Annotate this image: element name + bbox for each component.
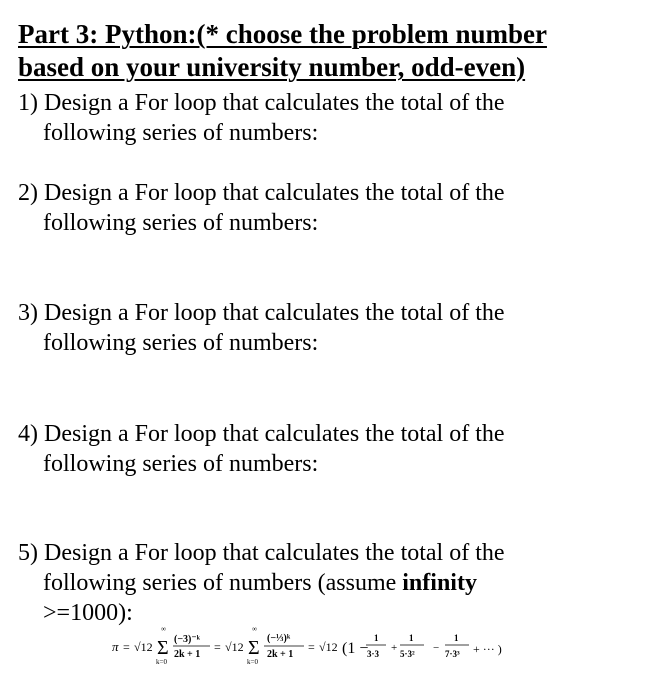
- frac2-numerator: 1: [409, 633, 414, 643]
- formula-sqrt12-3: √12: [319, 640, 338, 654]
- term2-numerator: (−⅓)ᵏ: [267, 633, 291, 644]
- sum-lower-1: k=0: [156, 658, 167, 666]
- problem-text: Design a For loop that calculates the total of the: [44, 180, 505, 206]
- problem-text-continued: following series of numbers:: [43, 330, 319, 356]
- formula-open-paren: (1 −: [342, 640, 369, 657]
- sum-upper-1: ∞: [161, 625, 166, 633]
- sigma-1: Σ: [157, 637, 169, 659]
- problem-number: 3): [18, 300, 38, 326]
- sum-lower-2: k=0: [247, 658, 258, 666]
- formula-equals-3: =: [308, 640, 315, 654]
- sigma-2: Σ: [248, 637, 260, 659]
- problem-number: 2): [18, 180, 38, 206]
- problem-condition: >=1000):: [43, 600, 133, 626]
- formula-plus-1: +: [391, 642, 398, 654]
- term2-denominator: 2k + 1: [267, 649, 294, 660]
- formula-equals-1: =: [123, 640, 130, 654]
- formula-minus: −: [433, 642, 440, 654]
- problem-text: Design a For loop that calculates the total of the: [44, 90, 505, 116]
- frac1-numerator: 1: [374, 633, 379, 643]
- problem-2: [18, 178, 648, 238]
- frac3-denominator: 7·3³: [445, 649, 460, 659]
- problem-4: [18, 419, 648, 479]
- frac2-denominator: 5·3²: [400, 649, 415, 659]
- part-heading: [18, 18, 648, 84]
- problem-text-continued: following series of numbers:: [43, 210, 319, 236]
- problem-text: Design a For loop that calculates the total of the: [44, 540, 505, 566]
- problem-text-continued: following series of numbers:: [43, 120, 319, 146]
- pi-series-formula: [110, 622, 530, 668]
- problem-3: [18, 298, 648, 358]
- frac3-numerator: 1: [454, 633, 459, 643]
- problem-1: [18, 88, 648, 148]
- sum-upper-2: ∞: [252, 625, 257, 633]
- problem-text: Design a For loop that calculates the total of the: [44, 300, 505, 326]
- problem-5: [18, 538, 648, 628]
- problem-number: 1): [18, 90, 38, 116]
- heading-line-2: based on your university number, odd-even): [18, 52, 526, 82]
- formula-sqrt12-1: √12: [134, 640, 153, 654]
- problem-text-continued: following series of numbers:: [43, 451, 319, 477]
- formula-pi: π: [112, 639, 119, 654]
- formula-tail: + ··· ): [473, 642, 502, 656]
- infinity-keyword: infinity: [402, 570, 477, 596]
- heading-line-1: Part 3: Python:(* choose the problem number: [18, 19, 547, 49]
- frac1-denominator: 3·3: [367, 649, 380, 659]
- term1-denominator: 2k + 1: [174, 649, 201, 660]
- formula-sqrt12-2: √12: [225, 640, 244, 654]
- problem-text: Design a For loop that calculates the total of the: [44, 421, 505, 447]
- problem-text-continued: following series of numbers (assume: [43, 570, 403, 596]
- formula-equals-2: =: [214, 640, 221, 654]
- problem-number: 4): [18, 421, 38, 447]
- term1-numerator: (−3)⁻ᵏ: [174, 634, 201, 645]
- problem-number: 5): [18, 540, 38, 566]
